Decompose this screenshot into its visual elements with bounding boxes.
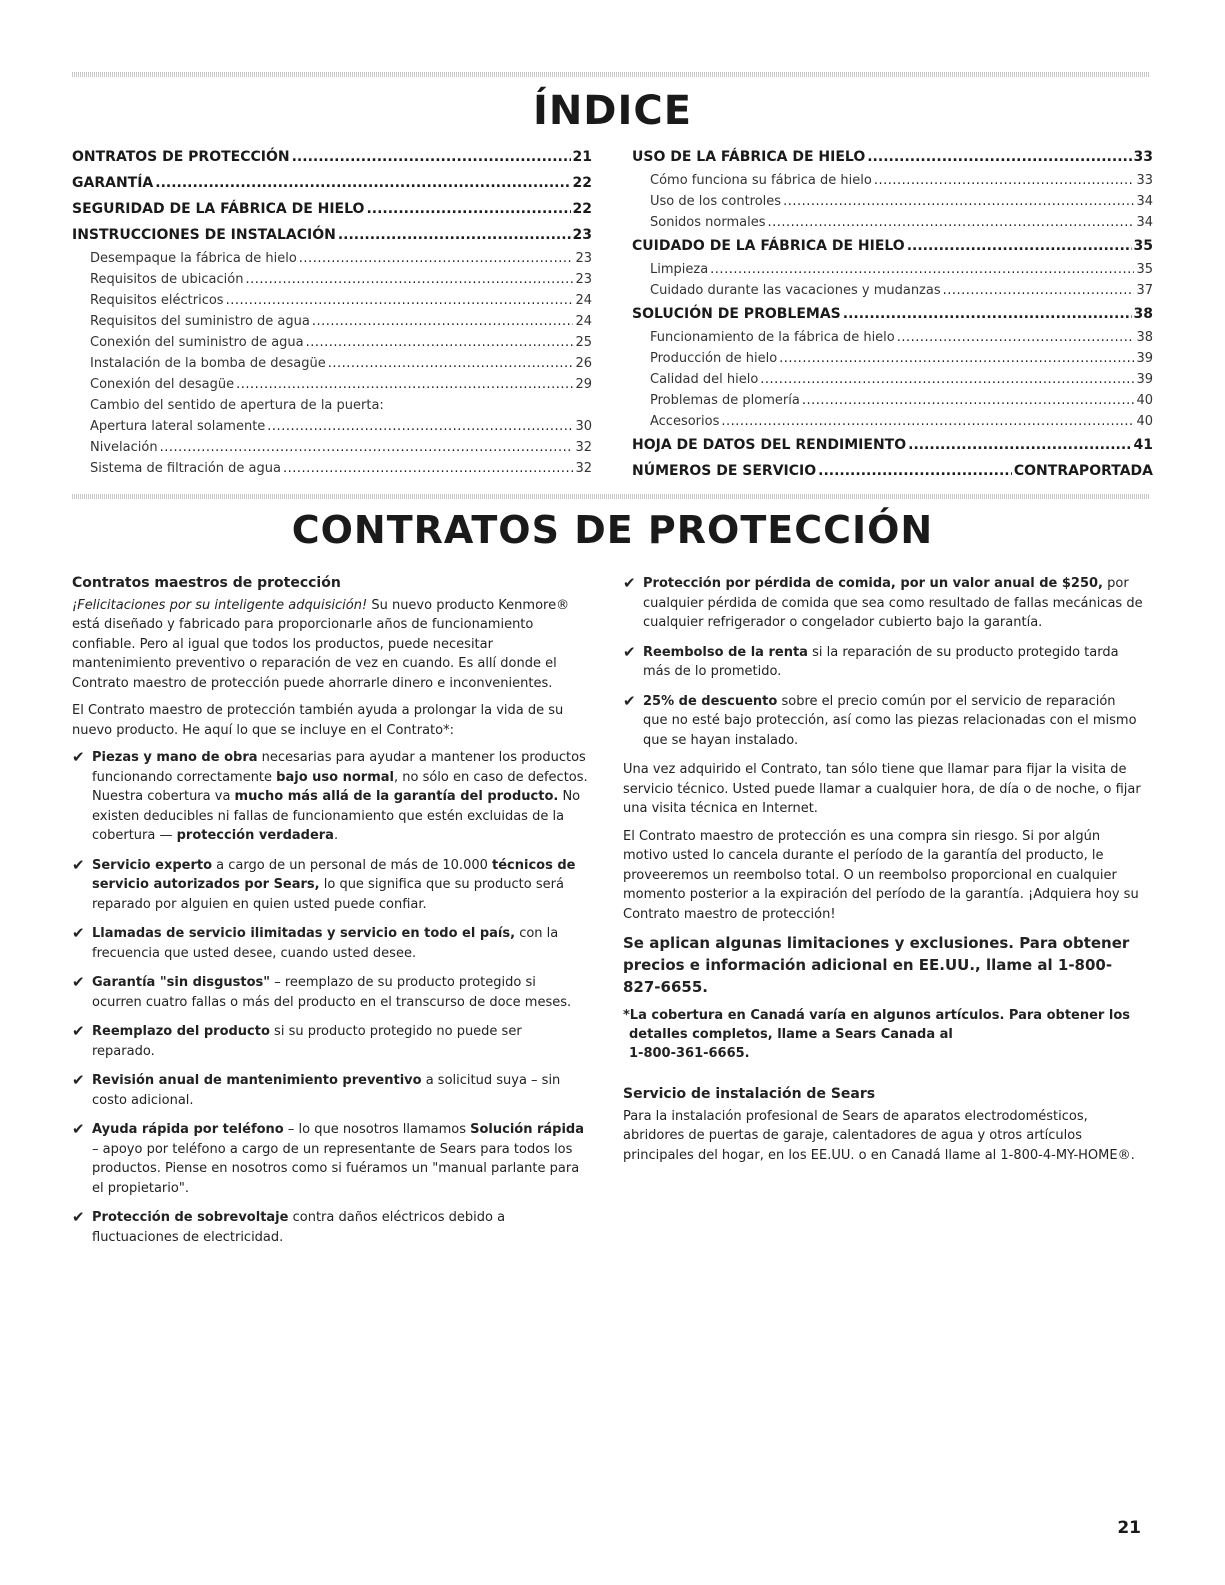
toc-entry bbox=[72, 353, 592, 374]
toc-entry-page: 23 bbox=[575, 251, 592, 266]
toc-entry bbox=[632, 280, 1153, 301]
toc-entry-label: Problemas de plomería bbox=[650, 393, 800, 408]
benefit-text: sobre el precio común por el servicio de reparación que no esté bajo protección, así como las piezas relacionadas con el mismo que se hayan instalado. bbox=[643, 693, 1137, 748]
toc-entry-label: Conexión del desagüe bbox=[90, 377, 235, 392]
toc-dot-leader bbox=[226, 290, 574, 311]
toc-entry bbox=[632, 411, 1153, 432]
middle-divider bbox=[72, 494, 1150, 499]
toc-dot-leader bbox=[943, 280, 1135, 301]
toc-entry-label: Conexión del suministro de agua bbox=[90, 335, 304, 350]
benefit-item bbox=[72, 1071, 588, 1110]
checkmark-icon: ✔ bbox=[72, 748, 85, 766]
installation-heading: Servicio de instalación de Sears bbox=[623, 1086, 876, 1102]
toc-dot-leader bbox=[366, 196, 570, 222]
toc-entry-label: Requisitos eléctricos bbox=[90, 293, 224, 308]
contract-paragraph: El Contrato maestro de protección también ayuda a prolongar la vida de su nuevo producto. He aquí lo que se incluye en el Contrato*: bbox=[72, 703, 564, 738]
toc-entry-label: NÚMEROS DE SERVICIO bbox=[632, 463, 817, 479]
benefit-text: si la reparación de su producto protegido tarda más de lo prometido. bbox=[643, 644, 1119, 679]
canada-phone: 1-800-361-6665. bbox=[629, 1046, 750, 1061]
benefit-bold: Revisión anual de mantenimiento preventivo bbox=[92, 1073, 422, 1088]
toc-entry bbox=[72, 437, 592, 458]
toc-dot-leader bbox=[292, 144, 571, 170]
toc-entry bbox=[632, 327, 1153, 348]
toc-dot-leader bbox=[267, 416, 573, 437]
benefit-text: necesarias para ayudar a mantener los productos funcionando correctamente bbox=[92, 750, 586, 785]
toc-entry-label: Cuidado durante las vacaciones y mudanzas bbox=[650, 283, 941, 298]
toc-entry bbox=[632, 191, 1153, 212]
toc-right-column bbox=[632, 144, 1153, 484]
checkmark-icon: ✔ bbox=[72, 924, 85, 942]
toc-entry-page: 38 bbox=[1133, 306, 1153, 322]
index-title: ÍNDICE bbox=[532, 88, 693, 134]
page-number: 21 bbox=[1117, 1518, 1141, 1538]
toc-entry-label: Requisitos del suministro de agua bbox=[90, 314, 310, 329]
toc-entry-label: GARANTÍA bbox=[72, 175, 154, 191]
toc-dot-leader bbox=[760, 369, 1134, 390]
benefit-item bbox=[623, 574, 1143, 633]
benefit-item bbox=[72, 1022, 588, 1061]
toc-entry-label: Sonidos normales bbox=[650, 215, 766, 230]
toc-entry-page: 33 bbox=[1136, 173, 1153, 188]
toc-entry-label: Uso de los controles bbox=[650, 194, 782, 209]
toc-entry-label: Requisitos de ubicación bbox=[90, 272, 244, 287]
toc-entry bbox=[632, 212, 1153, 233]
toc-entry-page: 23 bbox=[575, 272, 592, 287]
benefit-item bbox=[623, 692, 1143, 751]
benefit-text: . bbox=[333, 828, 339, 843]
toc-entry-page: 41 bbox=[1133, 437, 1153, 453]
toc-dot-leader bbox=[283, 458, 573, 479]
benefit-text: con la frecuencia que usted desee, cuando usted desee. bbox=[92, 926, 559, 961]
top-divider bbox=[72, 72, 1150, 77]
toc-entry bbox=[72, 269, 592, 290]
toc-dot-leader bbox=[710, 259, 1134, 280]
toc-dot-leader bbox=[897, 327, 1135, 348]
toc-entry-label: Sistema de filtración de agua bbox=[90, 461, 281, 476]
benefit-bold: Ayuda rápida por teléfono bbox=[92, 1122, 284, 1137]
toc-entry-page: 29 bbox=[575, 377, 592, 392]
checkmark-icon: ✔ bbox=[72, 1120, 85, 1138]
toc-dot-leader bbox=[299, 248, 574, 269]
toc-entry-page: 38 bbox=[1136, 330, 1153, 345]
benefit-text: No existen deducibles ni fallas de funcionamiento que estén excluidas de la cobertura — bbox=[92, 789, 581, 843]
toc-dot-leader bbox=[721, 411, 1134, 432]
benefit-bold: Garantía "sin disgustos" bbox=[92, 975, 271, 990]
toc-dot-leader bbox=[818, 458, 1012, 484]
toc-entry bbox=[72, 311, 592, 332]
toc-dot-leader bbox=[783, 191, 1134, 212]
toc-entry-page: 39 bbox=[1136, 351, 1153, 366]
benefit-bold: Piezas y mano de obra bbox=[92, 750, 258, 765]
toc-entry-label: SEGURIDAD DE LA FÁBRICA DE HIELO bbox=[72, 201, 365, 217]
toc-entry-label: CUIDADO DE LA FÁBRICA DE HIELO bbox=[632, 238, 905, 254]
benefit-bold: 25% de descuento bbox=[643, 693, 778, 709]
contracts-left-column bbox=[72, 574, 588, 1257]
benefit-bold: técnicos de servicio autorizados por Sears, bbox=[92, 857, 576, 892]
benefit-item bbox=[72, 748, 588, 846]
intro-paragraph bbox=[72, 596, 588, 694]
toc-entry-page: 35 bbox=[1136, 262, 1153, 277]
checkmark-icon: ✔ bbox=[72, 1022, 85, 1040]
toc-dot-leader bbox=[312, 311, 574, 332]
toc-entry bbox=[632, 432, 1153, 458]
toc-entry-page: 24 bbox=[575, 314, 592, 329]
toc-entry-label: USO DE LA FÁBRICA DE HIELO bbox=[632, 149, 866, 165]
toc-entry-page: 22 bbox=[572, 201, 592, 217]
toc-entry-label: Producción de hielo bbox=[650, 351, 778, 366]
toc-entry-page: 40 bbox=[1136, 393, 1153, 408]
contracts-subheading: Contratos maestros de protección bbox=[72, 575, 341, 591]
toc-entry bbox=[72, 458, 592, 479]
toc-entry bbox=[632, 259, 1153, 280]
benefit-text: si su producto protegido no puede ser reparado. bbox=[92, 1024, 522, 1059]
contracts-right-column bbox=[623, 574, 1143, 1173]
benefit-text: – lo que nosotros llamamos bbox=[283, 1122, 471, 1137]
benefit-item bbox=[72, 856, 588, 915]
toc-entry-page: CONTRAPORTADA bbox=[1013, 463, 1153, 479]
canada-line: detalles completos, llame a Sears Canada al bbox=[629, 1027, 953, 1042]
checkmark-icon: ✔ bbox=[623, 574, 636, 592]
toc-dot-leader bbox=[779, 348, 1134, 369]
toc-entry bbox=[72, 374, 592, 395]
benefit-item bbox=[72, 1120, 588, 1198]
toc-entry-label: HOJA DE DATOS DEL RENDIMIENTO bbox=[632, 437, 907, 453]
toc-entry-page: 33 bbox=[1133, 149, 1153, 165]
toc-entry-label: Calidad del hielo bbox=[650, 372, 759, 387]
toc-entry-label: Instalación de la bomba de desagüe bbox=[90, 356, 326, 371]
toc-entry-page: 23 bbox=[572, 227, 592, 243]
benefit-bold: Solución rápida bbox=[470, 1122, 585, 1137]
toc-entry-page: 24 bbox=[575, 293, 592, 308]
toc-entry-page: 32 bbox=[575, 461, 592, 476]
toc-dot-leader bbox=[160, 437, 574, 458]
benefit-bold: Reembolso de la renta bbox=[643, 644, 808, 660]
contracts-title: CONTRATOS DE PROTECCIÓN bbox=[291, 508, 934, 552]
toc-entry bbox=[632, 390, 1153, 411]
toc-entry-label: Limpieza bbox=[650, 262, 709, 277]
toc-entry-page: 35 bbox=[1133, 238, 1153, 254]
benefit-bold: Reemplazo del producto bbox=[92, 1024, 270, 1039]
toc-dot-leader bbox=[338, 222, 571, 248]
toc-entry bbox=[72, 144, 592, 170]
checkmark-icon: ✔ bbox=[72, 855, 85, 874]
toc-entry bbox=[72, 416, 592, 437]
benefit-bold: Servicio experto bbox=[92, 857, 213, 873]
toc-entry-label: Nivelación bbox=[90, 440, 158, 455]
toc-entry-page: 39 bbox=[1136, 372, 1153, 387]
toc-entry-label: Desempaque la fábrica de hielo bbox=[90, 251, 297, 266]
benefit-bold: Llamadas de servicio ilimitadas y servicio en todo el país, bbox=[92, 926, 516, 941]
toc-entry-label: INSTRUCCIONES DE INSTALACIÓN bbox=[72, 227, 336, 243]
toc-entry bbox=[632, 144, 1153, 170]
toc-entry-page: 25 bbox=[575, 335, 592, 350]
toc-entry bbox=[72, 222, 592, 248]
benefit-text: – apoyo por teléfono a cargo de un representante de Sears para todos los productos. Piense en nosotros como si fuéramos un "manual parlante para el propietario". bbox=[92, 1141, 580, 1196]
toc-dot-leader bbox=[328, 353, 574, 374]
toc-entry bbox=[72, 196, 592, 222]
toc-entry bbox=[72, 248, 592, 269]
benefit-text: a solicitud suya – sin costo adicional. bbox=[92, 1073, 561, 1108]
benefit-bold: protección verdadera bbox=[176, 828, 334, 843]
toc-dot-leader bbox=[874, 170, 1135, 191]
canada-line: *La cobertura en Canadá varía en algunos artículos. Para obtener los bbox=[623, 1008, 1130, 1023]
toc-dot-leader bbox=[867, 144, 1131, 170]
toc-dot-leader bbox=[245, 269, 573, 290]
toc-entry-page: 37 bbox=[1136, 283, 1153, 298]
canada-notice bbox=[623, 1006, 1143, 1063]
call-paragraph: Una vez adquirido el Contrato, tan sólo tiene que llamar para fijar la visita de servicio técnico. Usted puede llamar a cualquier hora, de día o de noche, o fijar una visita técnica en Internet. bbox=[623, 762, 1141, 816]
benefit-text: por cualquier pérdida de comida que sea como resultado de fallas mecánicas de cualquier refrigerador o congelador cubierto bajo la garantía. bbox=[643, 576, 1143, 630]
toc-entry-label: Cómo funciona su fábrica de hielo bbox=[650, 173, 872, 188]
toc-entry bbox=[632, 348, 1153, 369]
benefit-bold: mucho más allá de la garantía del producto. bbox=[234, 789, 559, 804]
toc-entry-label: Accesorios bbox=[650, 414, 720, 429]
benefit-text: a cargo de un personal de más de 10.000 bbox=[212, 857, 493, 873]
toc-entry-label: ONTRATOS DE PROTECCIÓN bbox=[72, 149, 290, 165]
intro-congrats: ¡Felicitaciones por su inteligente adquisición! bbox=[72, 597, 368, 613]
toc-entry-page: 34 bbox=[1136, 194, 1153, 209]
toc-dot-leader bbox=[768, 212, 1135, 233]
toc-left-column bbox=[72, 144, 592, 479]
toc-entry bbox=[72, 290, 592, 311]
limitations-notice: Se aplican algunas limitaciones y exclusiones. Para obtener precios e información adicional en EE.UU., llame al 1-800-827-6655. bbox=[623, 934, 1130, 996]
toc-entry-page: 26 bbox=[575, 356, 592, 371]
benefit-text: , no sólo en caso de defectos. Nuestra cobertura va bbox=[92, 769, 588, 804]
toc-dot-leader bbox=[306, 332, 574, 353]
risk-free-paragraph: El Contrato maestro de protección es una compra sin riesgo. Si por algún motivo usted lo cancela durante el período de la garantía del producto, le proveeremos un reembolso total. O un reembolso proporcional en cualquier momento posterior a la expiración del período de la garantía. ¡Adquiera hoy su Contrato maestro de protección! bbox=[623, 828, 1139, 922]
checkmark-icon: ✔ bbox=[72, 973, 85, 991]
toc-entry bbox=[632, 301, 1153, 327]
toc-dot-leader bbox=[236, 374, 573, 395]
benefit-item bbox=[623, 643, 1143, 682]
installation-text: Para la instalación profesional de Sears de aparatos electrodomésticos, abridores de puertas de garaje, calentadores de agua y otros artículos principales del hogar, en los EE.UU. o en Canadá llame al 1-800-4-MY-HOME®. bbox=[623, 1108, 1135, 1163]
toc-entry bbox=[632, 170, 1153, 191]
checkmark-icon: ✔ bbox=[72, 1071, 85, 1089]
benefit-text: – reemplazo de su producto protegido si ocurren cuatro fallas o más del producto en el transcurso de doce meses. bbox=[92, 975, 572, 1010]
toc-entry-page: 22 bbox=[572, 175, 592, 191]
benefit-bold: Protección por pérdida de comida, por un valor anual de $250, bbox=[643, 576, 1103, 591]
toc-dot-leader bbox=[802, 390, 1135, 411]
benefit-text: contra daños eléctricos debido a fluctuaciones de electricidad. bbox=[92, 1210, 506, 1245]
intro-text: Su nuevo producto Kenmore® está diseñado y fabricado para proporcionarle años de funcionamiento confiable. Pero al igual que todos los productos, puede necesitar mantenimiento preventivo o reparación de vez en cuando. Es allí donde el Contrato maestro de protección puede ahorrarle dinero e inconvenientes. bbox=[72, 597, 570, 691]
toc-entry bbox=[632, 233, 1153, 259]
toc-entry bbox=[632, 458, 1153, 484]
checkmark-icon: ✔ bbox=[623, 642, 636, 661]
benefit-item bbox=[72, 924, 588, 963]
toc-entry-page: 32 bbox=[575, 440, 592, 455]
toc-entry bbox=[72, 332, 592, 353]
toc-entry-page: 40 bbox=[1136, 414, 1153, 429]
benefit-bold: Protección de sobrevoltaje bbox=[92, 1210, 289, 1225]
benefit-item bbox=[72, 1208, 588, 1247]
toc-dot-leader bbox=[843, 301, 1132, 327]
benefit-item bbox=[72, 973, 588, 1012]
toc-entry-label: SOLUCIÓN DE PROBLEMAS bbox=[632, 306, 841, 322]
toc-entry-label: Funcionamiento de la fábrica de hielo bbox=[650, 330, 895, 345]
checkmark-icon: ✔ bbox=[72, 1208, 85, 1226]
toc-dot-leader bbox=[908, 432, 1131, 458]
toc-entry-label: Apertura lateral solamente bbox=[90, 419, 266, 434]
benefit-text: lo que significa que su producto será reparado por alguien en quien usted puede confiar. bbox=[92, 877, 564, 912]
toc-entry bbox=[72, 395, 592, 416]
toc-dot-leader bbox=[907, 233, 1132, 259]
toc-entry-label: Cambio del sentido de apertura de la puerta: bbox=[90, 398, 384, 413]
toc-entry-page: 34 bbox=[1136, 215, 1153, 230]
checkmark-icon: ✔ bbox=[623, 691, 636, 710]
benefit-bold: bajo uso normal bbox=[276, 769, 394, 785]
toc-dot-leader bbox=[155, 170, 570, 196]
toc-entry-page: 21 bbox=[572, 149, 592, 165]
toc-entry bbox=[632, 369, 1153, 390]
toc-entry bbox=[72, 170, 592, 196]
toc-entry-page: 30 bbox=[575, 419, 592, 434]
